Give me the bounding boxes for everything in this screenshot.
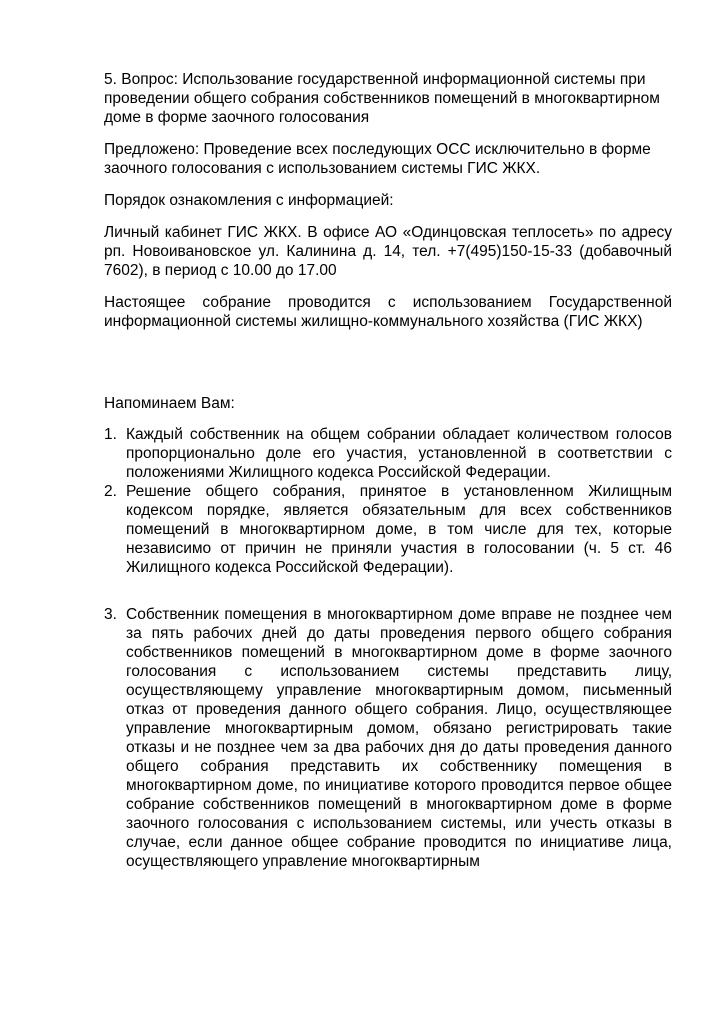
- list-item-text: Каждый собственник на общем собрании обладает количеством голосов пропорционально доле его участия, установленной в соответствии с положениями Жилищного кодекса Российской Федерации.: [126, 426, 672, 481]
- document-page: [104, 70, 672, 871]
- list-item-number: 2.: [104, 483, 117, 500]
- question-paragraph: 5. Вопрос: Использование государственной информационной системы при проведении общего собрания собственников помещений в многоквартирном доме в форме заочного голосования: [104, 71, 660, 126]
- proposal-paragraph: Предложено: Проведение всех последующих ОСС исключительно в форме заочного голосования с использованием системы ГИС ЖКХ.: [104, 141, 651, 177]
- spacer: [104, 344, 672, 394]
- reminder-list: [104, 425, 672, 871]
- info-order-paragraph: Порядок ознакомления с информацией:: [104, 192, 394, 209]
- list-item: [104, 482, 672, 577]
- list-item-number: 1.: [104, 426, 117, 443]
- info-details-paragraph: Личный кабинет ГИС ЖКХ. В офисе АО «Одинцовская теплосеть» по адресу рп. Новоивановское ул. Калинина д. 14, тел. +7(495)150-15-33 (добавочный 7602), в период с 10.00 до 17.00: [104, 224, 672, 279]
- list-item-number: 3.: [104, 606, 117, 623]
- reminder-title: Напоминаем Вам:: [104, 395, 235, 412]
- list-item-text: Собственник помещения в многоквартирном доме вправе не позднее чем за пять рабочих дней до даты проведения первого общего собрания собственников помещений в многоквартирном доме в форме заочного голосования с использованием системы представить лицу, осуществляющему управление многоквартирным домом, письменный отказ от проведения данного общего собрания. Лицо, осуществляющее управление многоквартирным домом, обязано регистрировать такие отказы и не позднее чем за два рабочих дня до даты проведения данного общего собрания представить их собственнику помещения в многоквартирном доме, по инициативе которого проводится первое общее собрание собственников помещений в многоквартирном доме в форме заочного голосования с использованием системы, или учесть отказы в случае, если данное общее собрание проводится по инициативе лица, осуществляющего управление многоквартирным: [126, 606, 672, 870]
- list-item: [104, 425, 672, 482]
- meeting-note-paragraph: Настоящее собрание проводится с использованием Государственной информационной системы жилищно-коммунального хозяйства (ГИС ЖКХ): [104, 294, 672, 330]
- list-item: [104, 605, 672, 871]
- list-item-text: Решение общего собрания, принятое в установленном Жилищным кодексом порядке, является обязательным для всех собственников помещений в многоквартирном доме, в том числе для тех, которые независимо от причин не приняли участия в голосовании (ч. 5 ст. 46 Жилищного кодекса Российской Федерации).: [126, 483, 672, 576]
